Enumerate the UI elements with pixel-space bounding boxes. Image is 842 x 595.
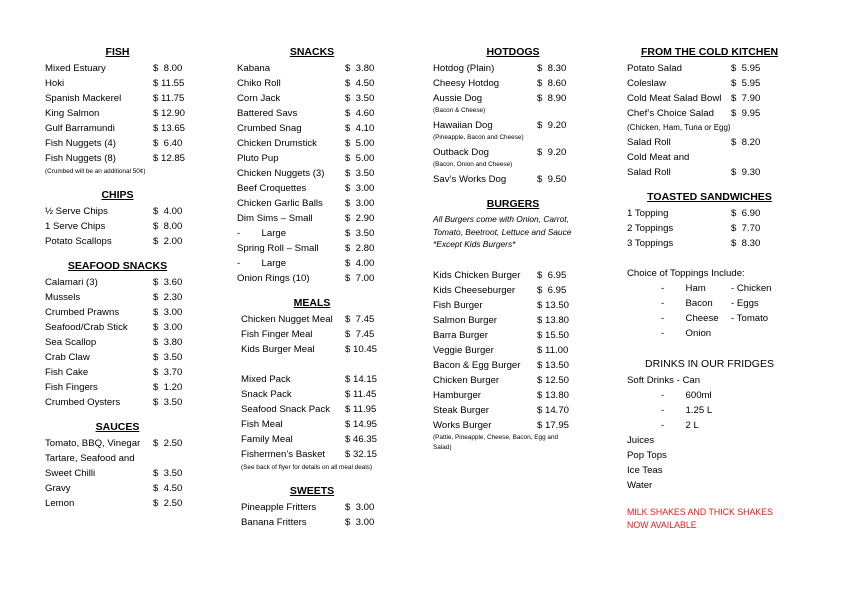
item-price: $ 3.50 (153, 352, 183, 363)
menu-item (237, 241, 387, 256)
column-3 (433, 44, 593, 453)
item-name: Chicken Burger (433, 374, 500, 386)
meals-note: (See back of flyer for details on all meal deals) (241, 464, 373, 471)
item-name: Family Meal (241, 434, 293, 445)
item-price: $ 3.70 (153, 367, 183, 378)
item-price: $ 9.50 (537, 174, 567, 185)
item-name: Works Burger (433, 419, 492, 431)
menu-item (433, 172, 593, 187)
drink-size (627, 388, 792, 403)
item-name: Fish Cake (45, 367, 89, 378)
drink-size-label: - 600ml (661, 390, 712, 401)
menu-item (237, 256, 387, 271)
item-name: Spanish Mackerel (45, 93, 122, 104)
item-price: $ 1.20 (153, 382, 183, 393)
meals-list (237, 312, 387, 357)
item-name: Battered Savs (237, 108, 298, 119)
menu-item (45, 395, 190, 410)
item-name: Chicken Nuggets (3) (237, 168, 325, 179)
cold-heading: FROM THE COLD KITCHEN (640, 46, 779, 58)
hotdogs-list (433, 61, 593, 187)
topping-right: - Eggs (731, 298, 759, 309)
item-price: $ 3.50 (153, 468, 183, 479)
sauces-heading: SAUCES (95, 421, 140, 433)
burgers-note-1: (Pattie, Pineapple, Cheese, Bacon, Egg and (433, 433, 559, 441)
item-name: King Salmon (45, 108, 100, 119)
topping-right: - Chicken (731, 283, 772, 294)
menu-item (45, 466, 190, 481)
menu-item (45, 481, 190, 496)
menu-item (237, 402, 387, 417)
drink-size-label: - 1.25 L (661, 405, 713, 416)
menu-item (45, 496, 190, 511)
item-name: Potato Salad (627, 63, 682, 74)
item-price: $ 3.50 (153, 397, 183, 408)
item-name: Crab Claw (45, 352, 90, 363)
item-price: $ 4.50 (153, 483, 183, 494)
item-name: Chicken Nugget Meal (241, 314, 333, 325)
item-name: Barra Burger (433, 329, 488, 341)
item-price: $ 3.50 (345, 168, 375, 179)
item-price: $ 3.00 (153, 322, 183, 333)
item-name: - Large (237, 228, 287, 239)
item-price: $ 8.60 (537, 78, 567, 89)
item-price: $ 7.90 (731, 93, 761, 104)
menu-item (237, 312, 387, 327)
item-name: Crumbed Snag (237, 123, 302, 134)
item-price: $ 11.75 (153, 93, 185, 104)
menu-item (627, 91, 792, 106)
topping-right: - Tomato (731, 313, 769, 324)
menu-item (45, 275, 190, 290)
item-price: $ 3.00 (153, 307, 183, 318)
item-name: Salad Roll (627, 137, 671, 148)
item-price: $ 9.95 (731, 108, 761, 119)
item-note: (Pineapple, Bacon and Cheese) (433, 134, 524, 141)
item-name: Steak Burger (433, 404, 489, 416)
item-name: Outback Dog (433, 147, 489, 158)
menu-item (433, 358, 593, 373)
snacks-list (237, 61, 387, 286)
item-price: $ 2.80 (345, 243, 375, 254)
menu-item (433, 298, 593, 313)
item-name: Salad Roll (627, 167, 671, 178)
item-price: $ 11.00 (537, 344, 569, 356)
item-price: $ 46.35 (345, 434, 378, 445)
item-name: Banana Fritters (241, 517, 307, 528)
item-name: Cheesy Hotdog (433, 78, 500, 89)
topping-row (627, 311, 792, 326)
item-name: Aussie Dog (433, 93, 483, 104)
cold-list (627, 61, 792, 121)
item-price: $ 6.95 (537, 269, 567, 281)
item-price: $ 11.45 (345, 389, 377, 400)
sweets-list (237, 500, 387, 530)
burgers-desc-3: *Except Kids Burgers* (433, 239, 516, 249)
seafood-list (45, 275, 190, 410)
menu-item (237, 166, 387, 181)
burgers-heading: BURGERS (486, 198, 540, 210)
menu-item (45, 61, 190, 76)
toppings-list (627, 281, 792, 341)
item-name: Mixed Pack (241, 374, 291, 385)
menu-item (237, 432, 387, 447)
item-name: - Large (237, 258, 287, 269)
menu-item (433, 343, 593, 358)
item-price: $ 11.55 (153, 78, 185, 89)
promo-line-1: MILK SHAKES AND THICK SHAKES (627, 507, 774, 517)
menu-item (627, 150, 792, 165)
menu-item (433, 418, 593, 433)
menu-item (433, 373, 593, 388)
menu-item (45, 204, 190, 219)
item-name: Mixed Estuary (45, 63, 106, 74)
toasted-list (627, 206, 792, 251)
chips-list (45, 204, 190, 249)
item-name: Bacon & Egg Burger (433, 359, 521, 371)
item-name: Coleslaw (627, 78, 666, 89)
item-price: $ 5.95 (731, 78, 761, 89)
menu-item (237, 226, 387, 241)
other-drinks (627, 433, 792, 493)
topping-row (627, 326, 792, 341)
item-price: $ 13.80 (537, 389, 570, 401)
item-name: Gulf Barramundi (45, 123, 115, 134)
burgers-list (433, 268, 593, 433)
item-name: Fish Meal (241, 419, 283, 430)
item-price: $ 8.00 (153, 63, 183, 74)
hotdogs-heading: HOTDOGS (486, 46, 540, 58)
menu-item (433, 91, 593, 106)
item-price: $ 3.50 (345, 228, 375, 239)
menu-item (45, 151, 190, 166)
item-name: Cold Meat Salad Bowl (627, 93, 722, 104)
chips-heading: CHIPS (101, 189, 134, 201)
item-name: Hawaiian Dog (433, 120, 493, 131)
promo-line-2: NOW AVAILABLE (627, 519, 697, 530)
item-price: $ 6.90 (731, 208, 761, 219)
menu-item (237, 515, 387, 530)
menu-item (237, 447, 387, 462)
item-price: $ 4.50 (345, 78, 375, 89)
item-name: 2 Toppings (627, 223, 674, 234)
item-price: $ 14.15 (345, 374, 378, 385)
item-price: $ 32.15 (345, 449, 378, 460)
item-name: Sav’s Works Dog (433, 174, 507, 185)
menu-item (433, 328, 593, 343)
menu-item (45, 234, 190, 249)
item-price: $ 9.20 (537, 120, 567, 131)
item-name: Cold Meat and (627, 152, 690, 163)
menu-item (45, 350, 190, 365)
item-name: Fish Fingers (45, 382, 98, 393)
item-name: Onion Rings (10) (237, 273, 310, 284)
item-price: $ 10.45 (345, 344, 378, 355)
item-price: $ 8.30 (537, 63, 567, 74)
item-price: $ 3.00 (345, 198, 375, 209)
menu-item (433, 61, 593, 76)
topping-left: - Cheese (661, 313, 719, 324)
meals-list-2 (237, 372, 387, 462)
item-price: $ 9.30 (731, 167, 761, 178)
menu-item (237, 196, 387, 211)
item-name: Chef’s Choice Salad (627, 108, 714, 119)
item-name: Snack Pack (241, 389, 292, 400)
item-price: $ 3.60 (153, 277, 183, 288)
item-name: Chicken Garlic Balls (237, 198, 323, 209)
item-name: Tomato, BBQ, Vinegar (45, 438, 141, 449)
menu-item (45, 136, 190, 151)
topping-left: - Bacon (661, 298, 713, 309)
menu-item (45, 219, 190, 234)
menu-item (45, 365, 190, 380)
menu-item (237, 181, 387, 196)
burgers-desc-2: Tomato, Beetroot, Lettuce and Sauce (433, 226, 572, 237)
item-name: Spring Roll – Small (237, 243, 319, 254)
menu-item (237, 417, 387, 432)
item-name: ½ Serve Chips (45, 206, 108, 217)
item-name: Crumbed Prawns (45, 307, 120, 318)
item-price: $ 2.30 (153, 292, 183, 303)
item-price: $ 3.80 (345, 63, 375, 74)
menu-item (237, 271, 387, 286)
item-price: $ 2.00 (153, 236, 183, 247)
topping-left: - Ham (661, 283, 706, 294)
item-name: Kids Burger Meal (241, 344, 315, 355)
toasted-heading: TOASTED SANDWICHES (647, 191, 772, 203)
item-price: $ 3.00 (345, 517, 375, 528)
cold-note: (Chicken, Ham, Tuna or Egg) (627, 123, 731, 132)
item-name: Beef Croquettes (237, 183, 307, 194)
item-price: $ 13.50 (537, 359, 570, 371)
item-price: $ 7.00 (345, 273, 375, 284)
item-price: $ 2.90 (345, 213, 375, 224)
drink-size (627, 403, 792, 418)
item-price: $ 14.95 (345, 419, 378, 430)
burgers-desc-1: All Burgers come with Onion, Carrot, (433, 214, 569, 224)
item-name: Pineapple Fritters (241, 502, 317, 513)
item-name: Hotdog (Plain) (433, 63, 495, 74)
menu-item (433, 118, 593, 133)
meals-heading: MEALS (293, 297, 331, 309)
menu-item (237, 91, 387, 106)
item-price: $ 4.60 (345, 108, 375, 119)
item-price: $ 5.95 (731, 63, 761, 74)
drink-size-label: - 2 L (661, 420, 699, 431)
menu-item (627, 76, 792, 91)
column-4 (627, 44, 792, 531)
item-price: $ 2.50 (153, 438, 183, 449)
item-name: Dim Sims – Small (237, 213, 313, 224)
menu-item (433, 403, 593, 418)
item-price: $ 14.70 (537, 404, 570, 416)
item-name: Salmon Burger (433, 314, 497, 326)
topping-row (627, 281, 792, 296)
item-price: $ 8.30 (731, 238, 761, 249)
item-price: $ 17.95 (537, 419, 570, 431)
menu-item (45, 380, 190, 395)
menu-item (433, 283, 593, 298)
menu-item (237, 372, 387, 387)
item-price: $ 3.00 (345, 502, 375, 513)
item-name: Kids Cheeseburger (433, 284, 516, 296)
item-price: $ 13.80 (537, 314, 570, 326)
cold-list-2 (627, 135, 792, 180)
menu-item (45, 106, 190, 121)
item-name: Mussels (45, 292, 81, 303)
menu-item (627, 106, 792, 121)
item-price: $ 8.90 (537, 93, 567, 104)
item-price: $ 8.20 (731, 137, 761, 148)
item-name: Potato Scallops (45, 236, 112, 247)
fish-note: (Crumbed will be an additional 50¢) (45, 168, 146, 175)
item-price: $ 6.95 (537, 284, 567, 296)
menu-item (45, 305, 190, 320)
menu-item (45, 320, 190, 335)
item-price: $ 7.45 (345, 329, 375, 340)
item-name: Fish Nuggets (4) (45, 138, 116, 149)
topping-row (627, 296, 792, 311)
menu-item (237, 327, 387, 342)
menu-item (237, 342, 387, 357)
item-price: $ 12.50 (537, 374, 570, 386)
menu-item (237, 61, 387, 76)
menu-item (45, 335, 190, 350)
item-price: $ 4.00 (345, 258, 375, 269)
item-price: $ 11.95 (345, 404, 377, 415)
menu-item (433, 76, 593, 91)
item-name: Veggie Burger (433, 344, 494, 356)
item-name: Seafood Snack Pack (241, 404, 331, 415)
item-price: $ 15.50 (537, 329, 570, 341)
column-2 (237, 44, 387, 530)
item-name: Hoki (45, 78, 65, 89)
item-name: Hamburger (433, 389, 481, 401)
item-price: $ 7.45 (345, 314, 375, 325)
snacks-heading: SNACKS (289, 46, 335, 58)
menu-item (237, 106, 387, 121)
item-note: (Bacon & Cheese) (433, 107, 486, 114)
fish-heading: FISH (105, 46, 130, 58)
item-name: Chiko Roll (237, 78, 281, 89)
item-name: Fish Finger Meal (241, 329, 313, 340)
item-price: $ 7.70 (731, 223, 761, 234)
item-name: Pluto Pup (237, 153, 279, 164)
soft-drink-sizes (627, 388, 792, 433)
menu-item (433, 145, 593, 160)
menu-item (627, 135, 792, 150)
menu-item (627, 221, 792, 236)
soft-drinks-label: Soft Drinks - Can (627, 375, 701, 386)
menu-item (433, 313, 593, 328)
topping-left: - Onion (661, 328, 712, 339)
item-name: Kabana (237, 63, 271, 74)
item-name: 3 Toppings (627, 238, 674, 249)
item-price: $ 5.00 (345, 153, 375, 164)
menu-item (45, 91, 190, 106)
drink-item: Ice Teas (627, 465, 663, 476)
item-price: $ 3.80 (153, 337, 183, 348)
menu-item (433, 268, 593, 283)
item-name: Tartare, Seafood and (45, 453, 135, 464)
item-price: $ 12.85 (153, 153, 186, 164)
menu-item (627, 206, 792, 221)
menu-item (45, 121, 190, 136)
drink-item: Juices (627, 435, 655, 446)
item-price: $ 3.00 (345, 183, 375, 194)
menu-item (45, 290, 190, 305)
menu-item (433, 388, 593, 403)
seafood-heading: SEAFOOD SNACKS (67, 260, 168, 272)
item-price: $ 4.00 (153, 206, 183, 217)
item-price: $ 5.00 (345, 138, 375, 149)
menu-item (237, 136, 387, 151)
column-1 (45, 44, 190, 511)
menu-item (237, 76, 387, 91)
sauces-list (45, 436, 190, 511)
item-price: $ 13.65 (153, 123, 186, 134)
item-note: (Bacon, Onion and Cheese) (433, 161, 513, 168)
menu-item (627, 165, 792, 180)
menu-item (627, 61, 792, 76)
toppings-label: Choice of Toppings Include: (627, 268, 745, 279)
menu-item (237, 211, 387, 226)
item-name: Lemon (45, 498, 75, 509)
drink-item: Water (627, 480, 653, 491)
item-name: Gravy (45, 483, 71, 494)
item-name: Fish Burger (433, 299, 483, 311)
item-name: Kids Chicken Burger (433, 269, 521, 281)
item-name: Chicken Drumstick (237, 138, 317, 149)
menu-item (237, 387, 387, 402)
item-name: Calamari (3) (45, 277, 98, 288)
fish-list (45, 61, 190, 166)
item-price: $ 2.50 (153, 498, 183, 509)
item-name: Fish Nuggets (8) (45, 153, 116, 164)
item-name: Corn Jack (237, 93, 281, 104)
menu-item (45, 76, 190, 91)
sweets-heading: SWEETS (289, 485, 335, 497)
item-name: 1 Topping (627, 208, 669, 219)
item-price: $ 13.50 (537, 299, 570, 311)
item-name: Seafood/Crab Stick (45, 322, 128, 333)
menu-item (627, 236, 792, 251)
drinks-heading: DRINKS IN OUR FRIDGES (645, 358, 774, 370)
item-price: $ 4.10 (345, 123, 375, 134)
menu-item (45, 451, 190, 466)
drink-item: Pop Tops (627, 450, 667, 461)
item-name: Fishermen’s Basket (241, 449, 326, 460)
item-name: Crumbed Oysters (45, 397, 121, 408)
burgers-note-2: Salad) (433, 443, 452, 451)
item-price: $ 8.00 (153, 221, 183, 232)
item-price: $ 9.20 (537, 147, 567, 158)
item-price: $ 3.50 (345, 93, 375, 104)
item-name: Sweet Chilli (45, 468, 96, 479)
drink-size (627, 418, 792, 433)
item-name: Sea Scallop (45, 337, 97, 348)
menu-item (45, 436, 190, 451)
item-price: $ 12.90 (153, 108, 186, 119)
menu-item (237, 500, 387, 515)
item-name: 1 Serve Chips (45, 221, 106, 232)
item-price: $ 6.40 (153, 138, 183, 149)
menu-item (237, 151, 387, 166)
menu-item (237, 121, 387, 136)
